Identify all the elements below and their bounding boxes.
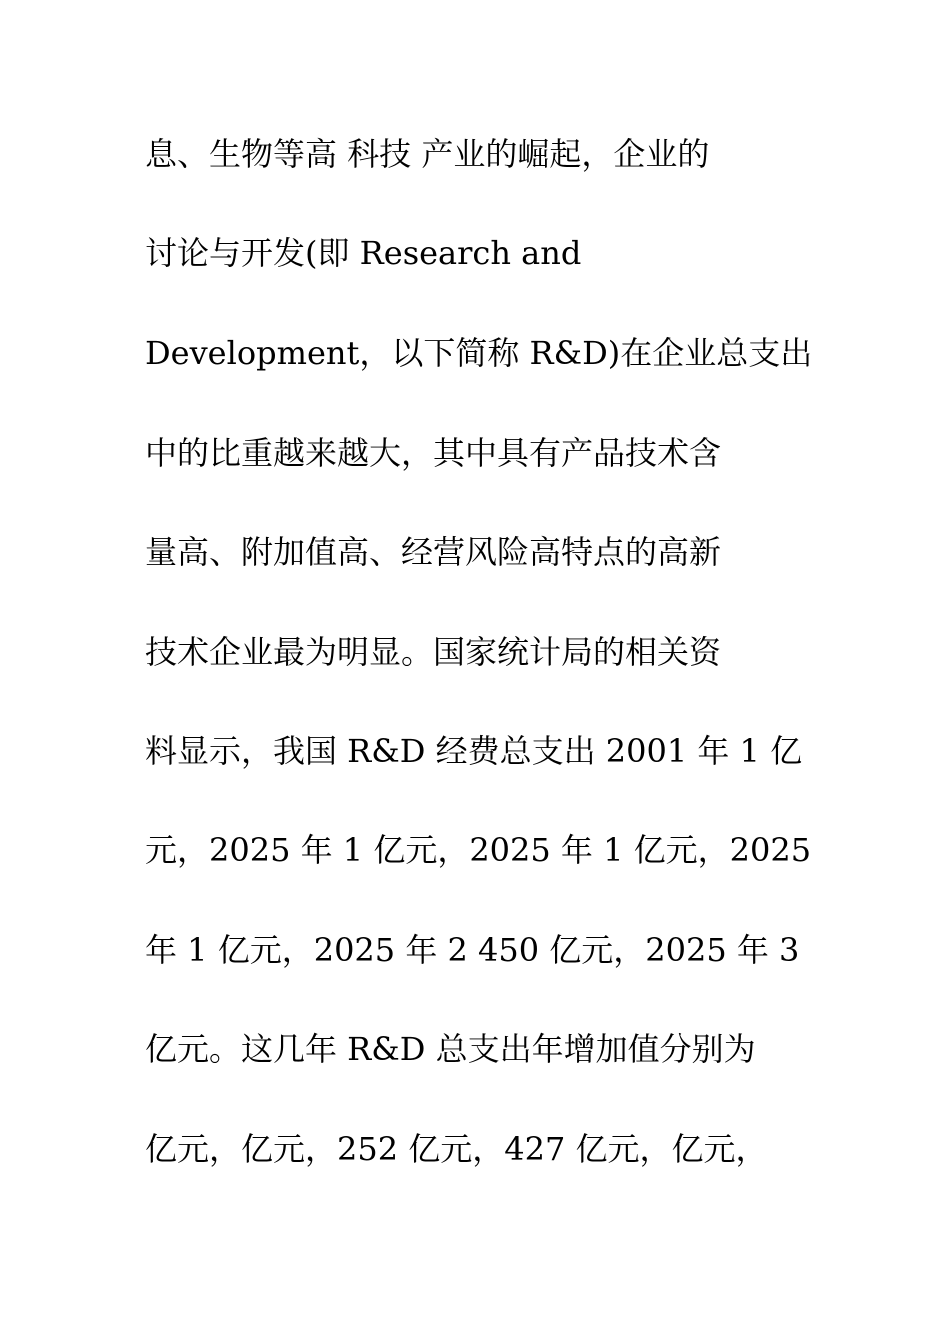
body-text-line: 息、生物等高 科技 产业的崛起，企业的 — [145, 135, 710, 173]
body-text-line: 料显示，我国 R&D 经费总支出 2001 年 1 亿 — [145, 732, 803, 770]
body-text-line: 年 1 亿元，2025 年 2 450 亿元，2025 年 3 — [145, 931, 800, 969]
body-text-line: 中的比重越来越大，其中具有产品技术含 — [145, 434, 722, 472]
body-text-line: Development，以下简称 R&D)在企业总支出 — [145, 334, 813, 372]
body-text-line: 技术企业最为明显。国家统计局的相关资 — [145, 633, 722, 671]
body-text-line: 讨论与开发(即 Research and — [145, 234, 582, 272]
body-text-line: 元，2025 年 1 亿元，2025 年 1 亿元，2025 — [145, 831, 812, 869]
body-text-line: 亿元，亿元，252 亿元，427 亿元，亿元， — [145, 1130, 768, 1168]
body-text-line: 亿元。这几年 R&D 总支出年增加值分别为 — [145, 1030, 756, 1068]
body-text-line: 量高、附加值高、经营风险高特点的高新 — [145, 533, 722, 571]
